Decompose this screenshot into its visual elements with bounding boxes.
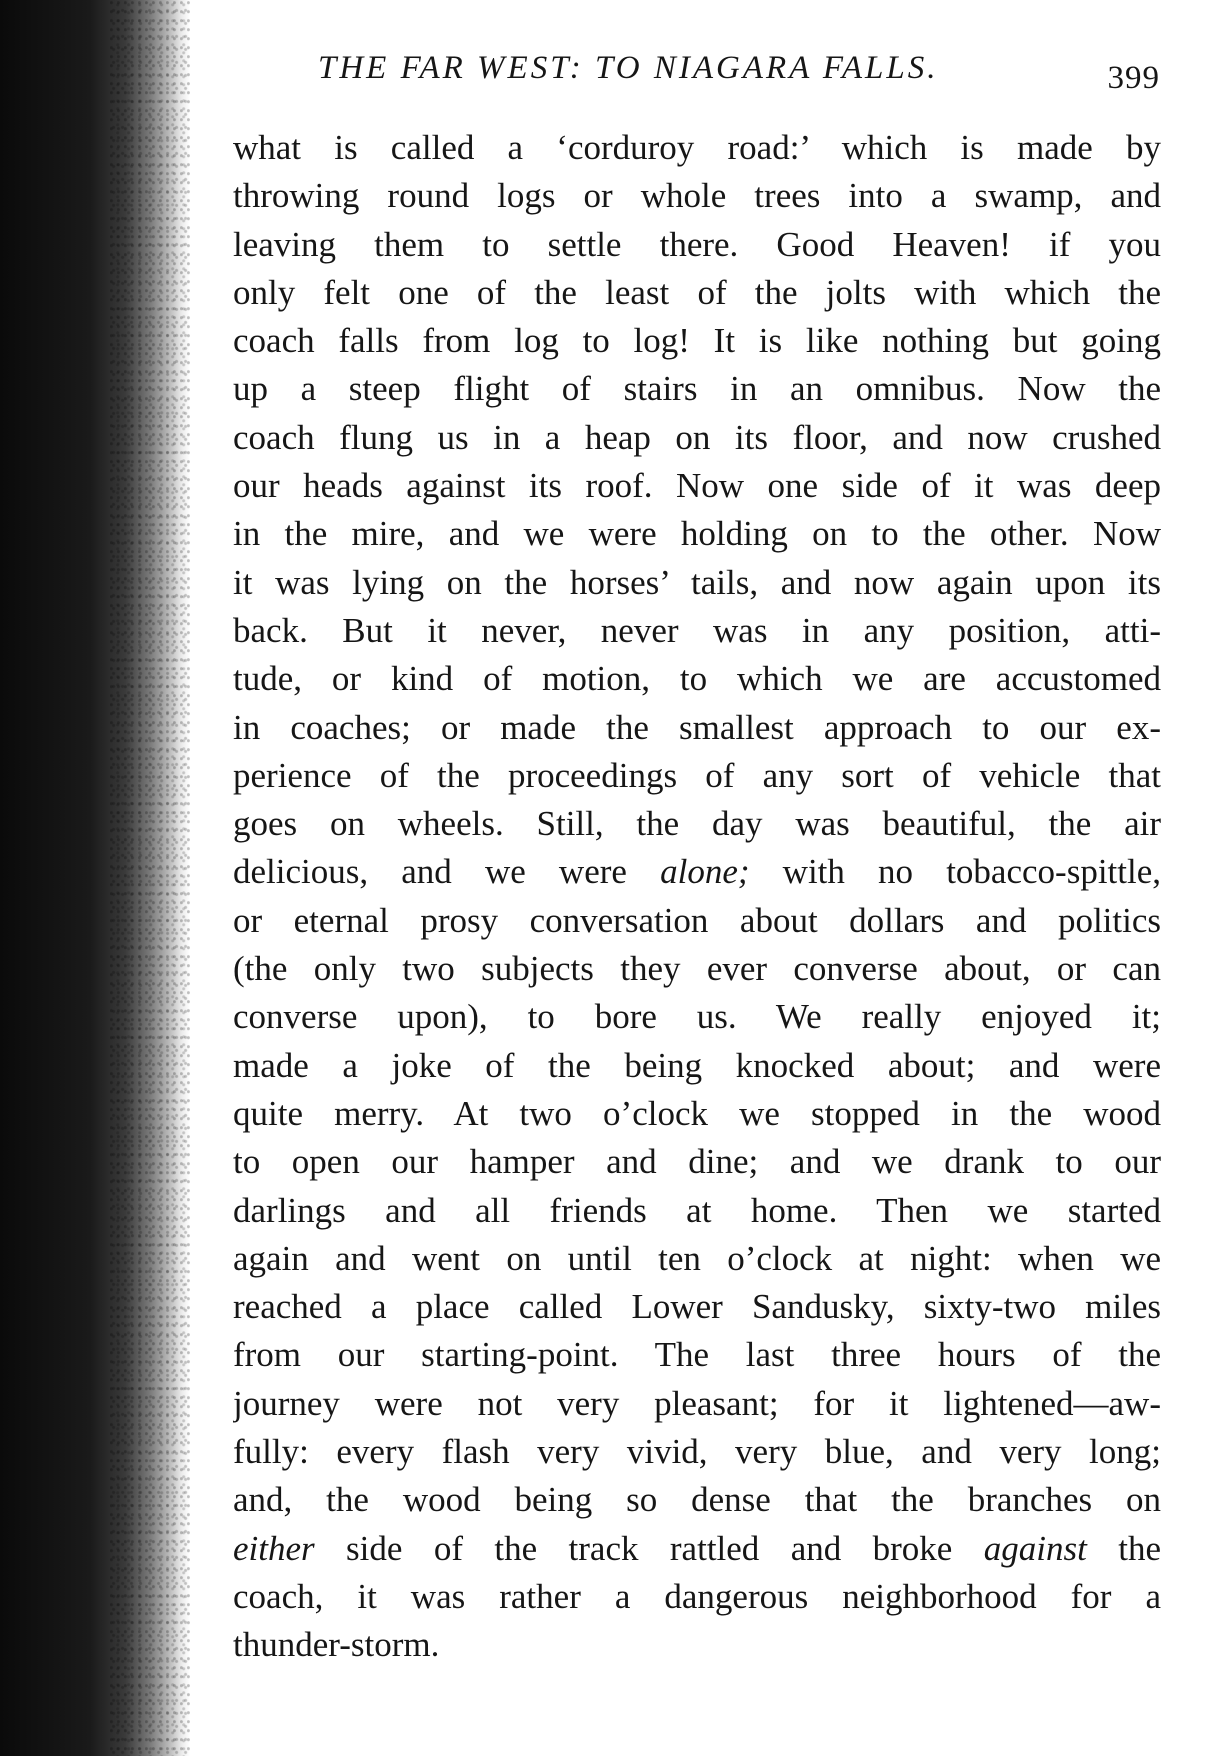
text-line: or eternal prosy conversation about dollars and politics: [233, 900, 1161, 940]
text-line: journey were not very pleasant; for it lightened—aw-: [233, 1383, 1161, 1423]
italic-against: against: [983, 1528, 1087, 1568]
text-line: coach falls from log to log! It is like nothing but going: [233, 321, 1161, 361]
gutter-speckle: [110, 0, 190, 1756]
text-line: tude, or kind of motion, to which we are accustomed: [233, 659, 1161, 699]
text-line: back. But it never, never was in any position, atti-: [233, 610, 1161, 650]
text-line: to open our hamper and dine; and we drank to our: [233, 1142, 1161, 1182]
text-line: delicious, and we were alone; with no tobacco-spittle,: [233, 852, 1161, 892]
text-line: up a steep flight of stairs in an omnibus. Now the: [233, 369, 1161, 409]
text-line: what is called a ‘corduroy road:’ which is made by: [233, 128, 1161, 167]
running-head-title: THE FAR WEST: TO NIAGARA FALLS.: [318, 50, 939, 86]
italic-alone: alone;: [660, 852, 750, 892]
italic-either: either: [233, 1528, 315, 1568]
text-line: either side of the track rattled and broke against the: [233, 1528, 1161, 1568]
text-line: fully: every flash very vivid, very blue, and very long;: [233, 1432, 1161, 1472]
text-line: leaving them to settle there. Good Heaven! if you: [233, 224, 1161, 264]
text-line: it was lying on the horses’ tails, and now again upon its: [233, 562, 1161, 602]
text-line: in coaches; or made the smallest approach to our ex-: [233, 707, 1161, 747]
text-line: (the only two subjects they ever converse about, or can: [233, 949, 1161, 989]
text-line: goes on wheels. Still, the day was beautiful, the air: [233, 804, 1161, 844]
text-line: from our starting-point. The last three hours of the: [233, 1335, 1161, 1375]
text-line: coach flung us in a heap on its floor, and now crushed: [233, 417, 1161, 457]
text-line: coach, it was rather a dangerous neighborhood for a: [233, 1576, 1161, 1616]
text-line: darlings and all friends at home. Then we started: [233, 1190, 1161, 1230]
text-line: converse upon), to bore us. We really enjoyed it;: [233, 997, 1161, 1037]
text-line: quite merry. At two o’clock we stopped in the wood: [233, 1093, 1161, 1133]
text-line: again and went on until ten o’clock at night: when we: [233, 1238, 1161, 1278]
text-line: reached a place called Lower Sandusky, sixty-two miles: [233, 1287, 1161, 1327]
text-line: and, the wood being so dense that the branches on: [233, 1480, 1161, 1520]
text-line-last: thunder-storm.: [233, 1625, 440, 1665]
text-line: throwing round logs or whole trees into a swamp, and: [233, 176, 1161, 216]
text-line: our heads against its roof. Now one side of it was deep: [233, 466, 1161, 506]
text-line: only felt one of the least of the jolts with which the: [233, 272, 1161, 312]
body-text: [233, 124, 1161, 1670]
running-head: [230, 50, 1160, 110]
text-line: in the mire, and we were holding on to the other. Now: [233, 514, 1161, 554]
page-number: 399: [1107, 60, 1160, 96]
text-line: perience of the proceedings of any sort of vehicle that: [233, 755, 1161, 795]
text-line: made a joke of the being knocked about; and were: [233, 1045, 1161, 1085]
